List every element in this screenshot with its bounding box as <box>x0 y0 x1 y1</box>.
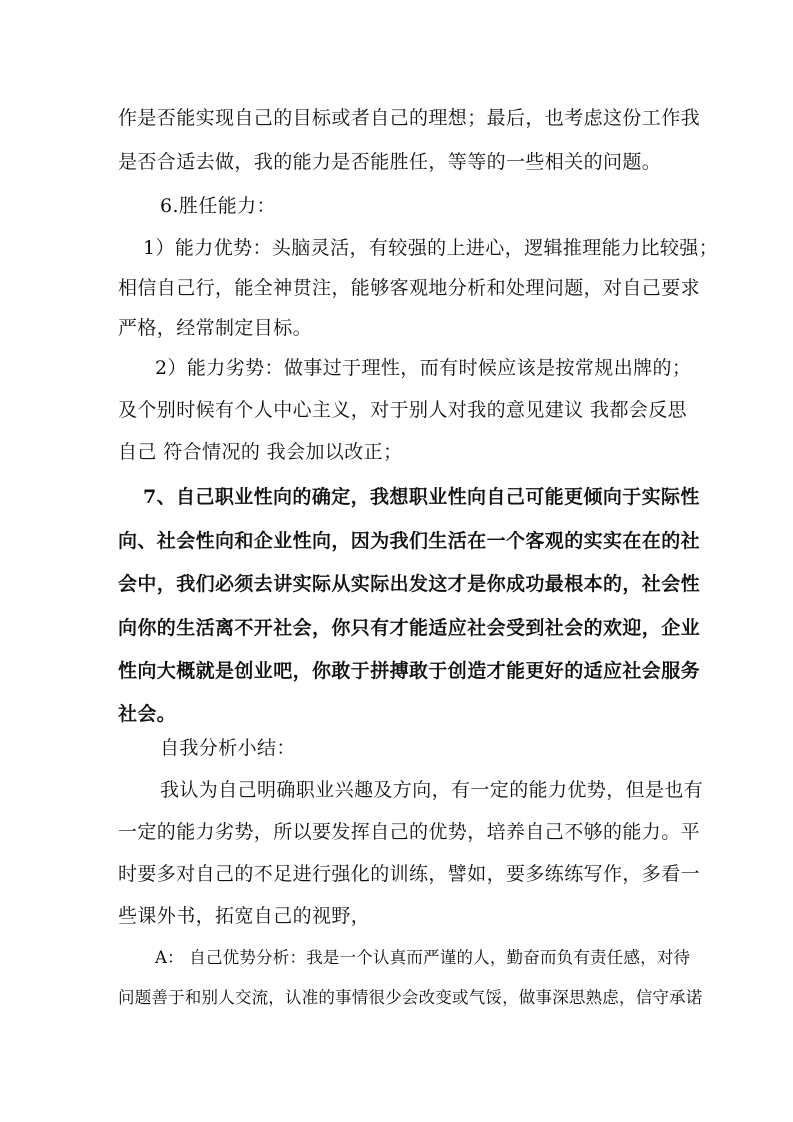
paragraph-line: 一定的能力劣势，所以要发挥自己的优势，培养自己不够的能力。平 <box>118 821 701 843</box>
paragraph-line: 问题善于和别人交流，认准的事情很少会改变或气馁，做事深思熟虑，信守承诺 <box>118 988 703 1007</box>
paragraph-line: 自己 符合情况的 我会加以改正； <box>118 441 403 463</box>
section-heading: 自我分析小结： <box>160 737 296 759</box>
paragraph-line: 及个别时候有个人中心主义，对于别人对我的意见建议 我都会反思 <box>118 399 688 421</box>
paragraph-line: 相信自己行，能全神贯注，能够客观地分析和处理问题，对自己要求 <box>118 277 701 299</box>
paragraph-line: A： 自己优势分析：我是一个认真而严谨的人，勤奋而负有责任感，对待 <box>155 948 691 967</box>
section-heading: 6.胜任能力： <box>160 195 276 217</box>
paragraph-line: 我认为自己明确职业兴趣及方向，有一定的能力优势，但是也有 <box>160 779 704 801</box>
paragraph-line: 向你的生活离不开社会，你只有才能适应社会受到社会的欢迎，企业 <box>118 617 701 639</box>
paragraph-line: 性向大概就是创业吧，你敢于拼搏敢于创造才能更好的适应社会服务 <box>118 660 701 682</box>
paragraph-line: 是否合适去做，我的能力是否能胜任，等等的一些相关的问题。 <box>118 151 662 173</box>
paragraph-line: 向、社会性向和企业性向，因为我们生活在一个客观的实实在在的社 <box>118 530 701 552</box>
paragraph-line: 2）能力劣势：做事过于理性，而有时候应该是按常规出牌的； <box>155 357 692 379</box>
paragraph-line: 作是否能实现自己的目标或者自己的理想；最后，也考虑这份工作我 <box>118 107 701 129</box>
paragraph-line: 会中，我们必须去讲实际从实际出发这才是你成功最根本的，社会性 <box>118 573 701 595</box>
paragraph-line: 严格，经常制定目标。 <box>118 317 313 339</box>
paragraph-line: 7、自己职业性向的确定，我想职业性向自己可能更倾向于实际性 <box>143 486 700 508</box>
paragraph-line: 些课外书，拓宽自己的视野， <box>118 905 371 927</box>
paragraph-line: 1）能力优势：头脑灵活，有较强的上进心，逻辑推理能力比较强； <box>143 237 719 259</box>
paragraph-line: 时要多对自己的不足进行强化的训练，譬如，要多练练写作，多看一 <box>118 863 701 885</box>
paragraph-line: 社会。 <box>118 703 177 725</box>
